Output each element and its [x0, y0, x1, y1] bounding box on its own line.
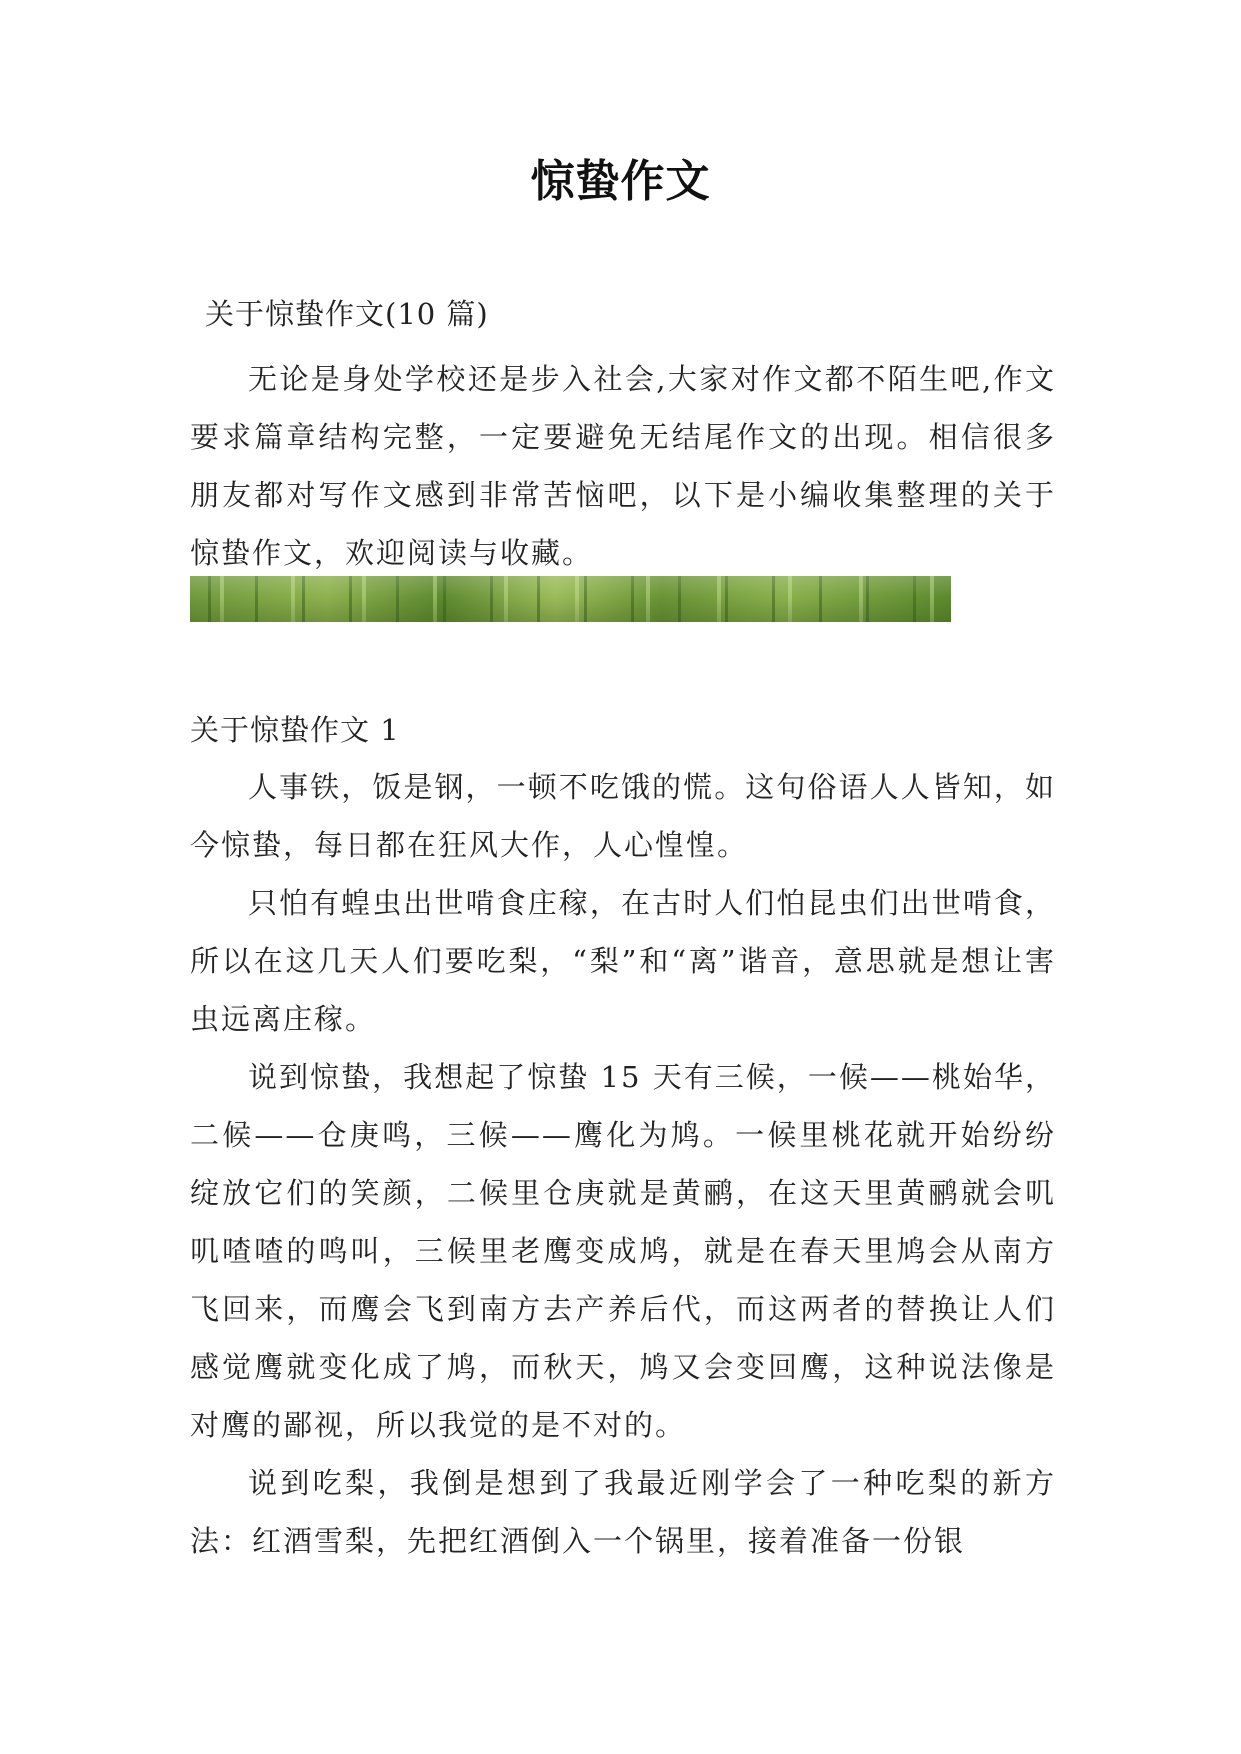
body-text: [190, 758, 1056, 1570]
body-paragraph: 说到吃梨，我倒是想到了我最近刚学会了一种吃梨的新方法：红酒雪梨，先把红酒倒入一个锅里，接着准备一份银: [190, 1466, 1056, 1558]
intro-section: [190, 350, 1056, 582]
banner-image: [190, 576, 951, 622]
body-paragraph: 说到惊蛰，我想起了惊蛰 15 天有三候，一候——桃始华，二候——仓庚鸣，三候——鹰化为鸠。一候里桃花就开始纷纷绽放它们的笑颜，二候里仓庚就是黄鹂，在这天里黄鹂就会叽叽喳喳的鸣叫，三候里老鹰变成鸠，就是在春天里鸠会从南方飞回来，而鹰会飞到南方去产养后代，而这两者的替换让人们感觉鹰就变化成了鸠，而秋天，鸠又会变回鹰，这种说法像是对鹰的鄙视，所以我觉的是不对的。: [190, 1060, 1056, 1442]
document-subtitle: 关于惊蛰作文(10 篇): [205, 297, 489, 331]
body-paragraph: 只怕有蝗虫出世啃食庄稼，在古时人们怕昆虫们出世啃食，所以在这几天人们要吃梨，“梨”和“离”谐音，意思就是想让害虫远离庄稼。: [190, 886, 1056, 1036]
document-title: 惊蛰作文: [530, 156, 711, 207]
section-title: 关于惊蛰作文 1: [190, 713, 400, 747]
banner-shade: [190, 576, 951, 622]
body-paragraph: 人事铁，饭是钢，一顿不吃饿的慌。这句俗语人人皆知，如今惊蛰，每日都在狂风大作，人心惶惶。: [190, 770, 1056, 862]
intro-paragraph: 无论是身处学校还是步入社会,大家对作文都不陌生吧,作文要求篇章结构完整，一定要避免无结尾作文的出现。相信很多朋友都对写作文感到非常苦恼吧，以下是小编收集整理的关于惊蛰作文，欢迎阅读与收藏。: [190, 362, 1056, 570]
